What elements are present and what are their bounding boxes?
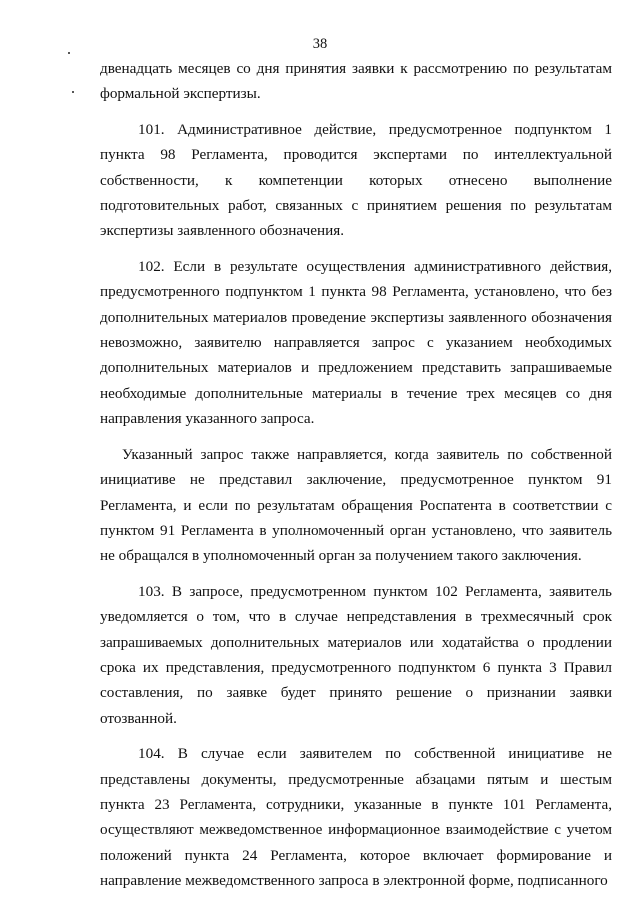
paragraph-101: 101. Административное действие, предусмотренное подпунктом 1 пункта 98 Регламента, проводится экспертами по интеллектуальной собственности, к компетенции которых отнесено выполнение подготовительных работ, связанных с принятием решения по результатам экспертизы заявленного обозначения. bbox=[100, 120, 612, 240]
document-body bbox=[100, 56, 612, 904]
margin-mark bbox=[72, 91, 74, 93]
paragraph-102: 102. Если в результате осуществления административного действия, предусмотренного подпунктом 1 пункта 98 Регламента, установлено, что без дополнительных материалов проведение экспертизы заявленного обозначения невозможно, заявителю направляется запрос с указанием необходимых дополнительных материалов и предложением представить запрашиваемые необходимые дополнительные материалы в течение трех месяцев со дня направления указанного запроса. bbox=[100, 257, 612, 428]
paragraph-102-second: Указанный запрос также направляется, когда заявитель по собственной инициативе не представил заключение, предусмотренное пунктом 91 Регламента, и если по результатам обращения Роспатента в соответствии с пунктом 91 Регламента в уполномоченный орган установлено, что заявитель не обращался в уполномоченный орган за получением такого заключения. bbox=[100, 445, 612, 565]
page-number: 38 bbox=[312, 36, 328, 52]
paragraph-continuation: двенадцать месяцев со дня принятия заявки к рассмотрению по результатам формальной экспертизы. bbox=[100, 60, 612, 103]
margin-mark bbox=[68, 52, 70, 54]
paragraph-104: 104. В случае если заявителем по собственной инициативе не представлены документы, предусмотренные абзацами пятым и шестым пункта 23 Регламента, сотрудники, указанные в пункте 101 Регламента, осуществляют межведомственное информационное взаимодействие с учетом положений пункта 24 Регламента, которое включает формирование и направление межведомственного запроса в электронной форме, подписанного bbox=[100, 745, 612, 890]
paragraph-103: 103. В запросе, предусмотренном пунктом 102 Регламента, заявитель уведомляется о том, что в случае непредставления в трехмесячный срок запрашиваемых дополнительных материалов или ходатайства о продлении срока их представления, предусмотренного подпунктом 6 пункта 3 Правил составления, по заявке будет принято решение о признании заявки отозванной. bbox=[100, 582, 612, 727]
